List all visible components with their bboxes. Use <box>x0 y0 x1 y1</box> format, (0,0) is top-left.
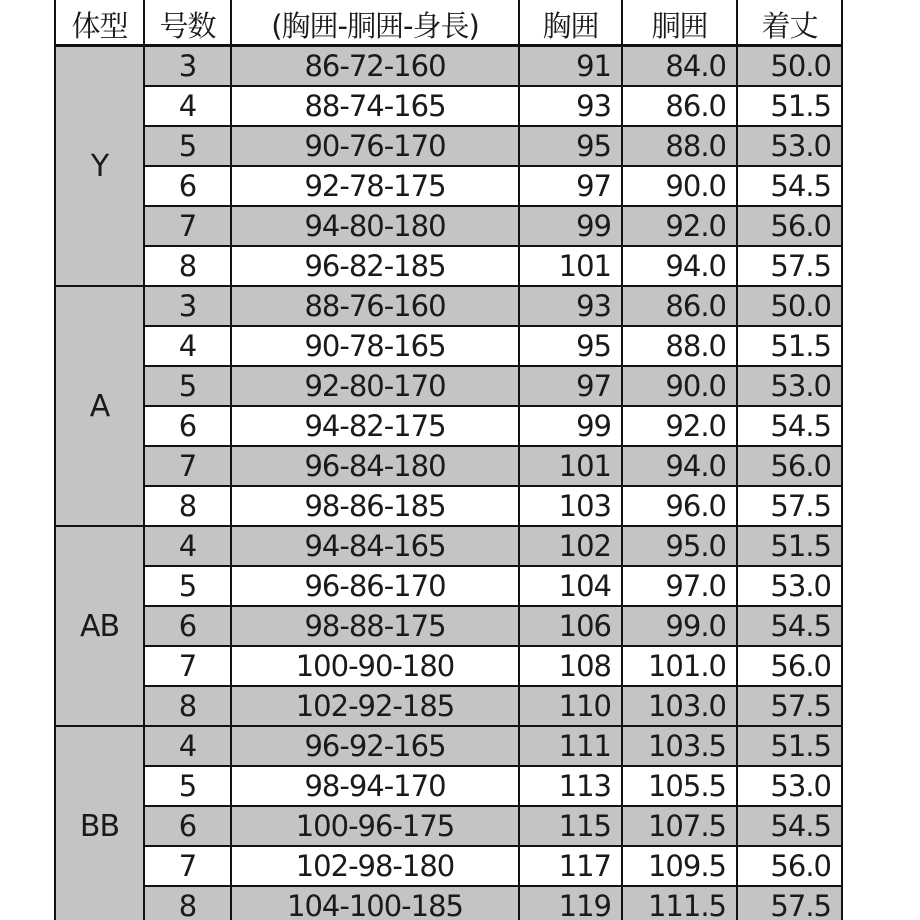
body-size-cell: 94‐80‐180 <box>231 206 519 246</box>
table-row <box>55 646 842 686</box>
header-body-size: (胸囲‐胴囲‐身長) <box>231 0 519 46</box>
body-size-cell: 98‐94‐170 <box>231 766 519 806</box>
table-row <box>55 46 842 87</box>
chest-cell: 117 <box>519 846 622 886</box>
body-size-cell: 96‐84‐180 <box>231 446 519 486</box>
waist-cell: 90.0 <box>622 366 737 406</box>
waist-cell: 84.0 <box>622 46 737 87</box>
table-row <box>55 326 842 366</box>
body-type-cell: A <box>55 286 144 526</box>
waist-cell: 95.0 <box>622 526 737 566</box>
size-number-cell: 3 <box>144 46 231 87</box>
waist-cell: 92.0 <box>622 406 737 446</box>
length-cell: 51.5 <box>737 86 842 126</box>
body-size-cell: 96‐82‐185 <box>231 246 519 286</box>
waist-cell: 99.0 <box>622 606 737 646</box>
waist-cell: 105.5 <box>622 766 737 806</box>
length-cell: 53.0 <box>737 126 842 166</box>
chest-cell: 104 <box>519 566 622 606</box>
length-cell: 56.0 <box>737 846 842 886</box>
table-row <box>55 566 842 606</box>
table-row <box>55 286 842 326</box>
size-table <box>54 0 843 920</box>
table-row <box>55 526 842 566</box>
header-row <box>55 0 842 46</box>
chest-cell: 99 <box>519 406 622 446</box>
size-number-cell: 7 <box>144 206 231 246</box>
body-size-cell: 104‐100‐185 <box>231 886 519 920</box>
size-number-cell: 8 <box>144 246 231 286</box>
table-row <box>55 126 842 166</box>
waist-cell: 86.0 <box>622 86 737 126</box>
chest-cell: 113 <box>519 766 622 806</box>
body-size-cell: 98‐86‐185 <box>231 486 519 526</box>
body-size-cell: 86‐72‐160 <box>231 46 519 87</box>
size-number-cell: 3 <box>144 286 231 326</box>
chest-cell: 103 <box>519 486 622 526</box>
waist-cell: 101.0 <box>622 646 737 686</box>
waist-cell: 88.0 <box>622 326 737 366</box>
body-size-cell: 102‐98‐180 <box>231 846 519 886</box>
table-row <box>55 766 842 806</box>
length-cell: 51.5 <box>737 726 842 766</box>
waist-cell: 111.5 <box>622 886 737 920</box>
table-row <box>55 886 842 920</box>
size-number-cell: 4 <box>144 326 231 366</box>
chest-cell: 95 <box>519 126 622 166</box>
length-cell: 54.5 <box>737 406 842 446</box>
size-number-cell: 6 <box>144 406 231 446</box>
length-cell: 53.0 <box>737 766 842 806</box>
waist-cell: 94.0 <box>622 446 737 486</box>
chest-cell: 93 <box>519 86 622 126</box>
chest-cell: 97 <box>519 166 622 206</box>
table-row <box>55 726 842 766</box>
body-size-cell: 88‐76‐160 <box>231 286 519 326</box>
length-cell: 57.5 <box>737 886 842 920</box>
body-size-cell: 96‐92‐165 <box>231 726 519 766</box>
table-row <box>55 486 842 526</box>
size-number-cell: 7 <box>144 646 231 686</box>
length-cell: 50.0 <box>737 46 842 87</box>
size-number-cell: 7 <box>144 846 231 886</box>
size-number-cell: 8 <box>144 486 231 526</box>
size-number-cell: 5 <box>144 766 231 806</box>
body-type-cell: Y <box>55 46 144 287</box>
length-cell: 53.0 <box>737 566 842 606</box>
body-size-cell: 92‐80‐170 <box>231 366 519 406</box>
table-row <box>55 806 842 846</box>
chest-cell: 99 <box>519 206 622 246</box>
table-header <box>55 0 842 46</box>
waist-cell: 94.0 <box>622 246 737 286</box>
size-number-cell: 4 <box>144 726 231 766</box>
waist-cell: 86.0 <box>622 286 737 326</box>
table-row <box>55 606 842 646</box>
size-number-cell: 8 <box>144 886 231 920</box>
chest-cell: 91 <box>519 46 622 87</box>
body-size-cell: 94‐82‐175 <box>231 406 519 446</box>
body-size-cell: 100‐96‐175 <box>231 806 519 846</box>
table-body <box>55 46 842 920</box>
waist-cell: 103.5 <box>622 726 737 766</box>
length-cell: 54.5 <box>737 806 842 846</box>
waist-cell: 90.0 <box>622 166 737 206</box>
waist-cell: 88.0 <box>622 126 737 166</box>
table-row <box>55 166 842 206</box>
chest-cell: 95 <box>519 326 622 366</box>
chest-cell: 101 <box>519 446 622 486</box>
table-row <box>55 206 842 246</box>
length-cell: 56.0 <box>737 446 842 486</box>
length-cell: 56.0 <box>737 206 842 246</box>
waist-cell: 92.0 <box>622 206 737 246</box>
body-size-cell: 96‐86‐170 <box>231 566 519 606</box>
table-row <box>55 246 842 286</box>
length-cell: 54.5 <box>737 166 842 206</box>
chest-cell: 101 <box>519 246 622 286</box>
chest-cell: 93 <box>519 286 622 326</box>
header-number: 号数 <box>144 0 231 46</box>
table-row <box>55 686 842 726</box>
body-size-cell: 98‐88‐175 <box>231 606 519 646</box>
length-cell: 51.5 <box>737 326 842 366</box>
chest-cell: 110 <box>519 686 622 726</box>
table-row <box>55 446 842 486</box>
size-number-cell: 7 <box>144 446 231 486</box>
length-cell: 57.5 <box>737 686 842 726</box>
waist-cell: 97.0 <box>622 566 737 606</box>
length-cell: 54.5 <box>737 606 842 646</box>
length-cell: 53.0 <box>737 366 842 406</box>
size-number-cell: 4 <box>144 526 231 566</box>
body-type-cell: AB <box>55 526 144 726</box>
size-number-cell: 5 <box>144 366 231 406</box>
size-number-cell: 5 <box>144 566 231 606</box>
waist-cell: 96.0 <box>622 486 737 526</box>
header-chest: 胸囲 <box>519 0 622 46</box>
table-row <box>55 406 842 446</box>
waist-cell: 107.5 <box>622 806 737 846</box>
length-cell: 51.5 <box>737 526 842 566</box>
body-size-cell: 100‐90‐180 <box>231 646 519 686</box>
waist-cell: 109.5 <box>622 846 737 886</box>
header-type: 体型 <box>55 0 144 46</box>
chest-cell: 111 <box>519 726 622 766</box>
size-number-cell: 5 <box>144 126 231 166</box>
size-number-cell: 8 <box>144 686 231 726</box>
chest-cell: 119 <box>519 886 622 920</box>
size-number-cell: 6 <box>144 166 231 206</box>
waist-cell: 103.0 <box>622 686 737 726</box>
size-number-cell: 4 <box>144 86 231 126</box>
header-waist: 胴囲 <box>622 0 737 46</box>
header-length: 着丈 <box>737 0 842 46</box>
table-row <box>55 846 842 886</box>
length-cell: 50.0 <box>737 286 842 326</box>
length-cell: 57.5 <box>737 486 842 526</box>
body-size-cell: 94‐84‐165 <box>231 526 519 566</box>
table-row <box>55 86 842 126</box>
body-size-cell: 90‐78‐165 <box>231 326 519 366</box>
body-size-cell: 92‐78‐175 <box>231 166 519 206</box>
body-size-cell: 90‐76‐170 <box>231 126 519 166</box>
size-number-cell: 6 <box>144 806 231 846</box>
length-cell: 57.5 <box>737 246 842 286</box>
chest-cell: 97 <box>519 366 622 406</box>
chest-cell: 115 <box>519 806 622 846</box>
length-cell: 56.0 <box>737 646 842 686</box>
body-type-cell: BB <box>55 726 144 920</box>
chest-cell: 106 <box>519 606 622 646</box>
chest-cell: 102 <box>519 526 622 566</box>
body-size-cell: 88‐74‐165 <box>231 86 519 126</box>
size-number-cell: 6 <box>144 606 231 646</box>
body-size-cell: 102‐92‐185 <box>231 686 519 726</box>
chest-cell: 108 <box>519 646 622 686</box>
table-row <box>55 366 842 406</box>
